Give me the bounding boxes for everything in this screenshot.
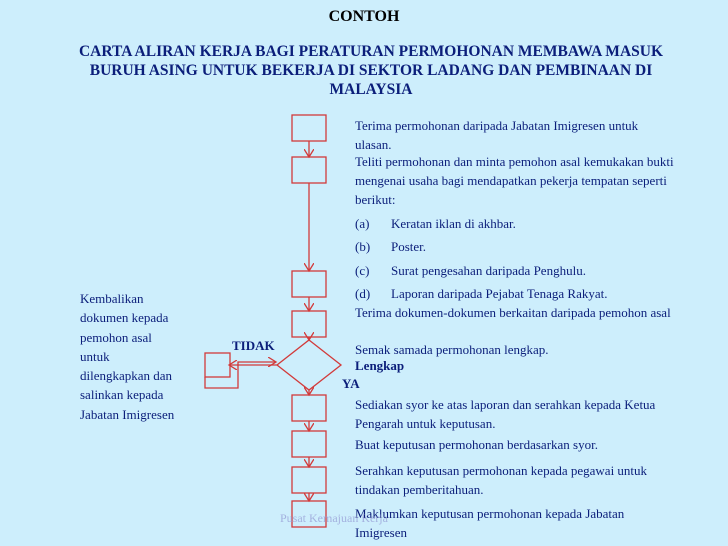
process-box-5 bbox=[292, 395, 326, 421]
yes-label: YA bbox=[342, 376, 360, 391]
chart-title: CARTA ALIRAN KERJA BAGI PERATURAN PERMOHONAN MEMBAWA MASUK BURUH ASING UNTUK BEKERJA DI SEKTOR LADANG DAN PEMBINAAN DI MALAYSIA bbox=[78, 43, 664, 98]
sub-item-marker: (a) bbox=[355, 216, 370, 231]
process-box-4 bbox=[292, 311, 326, 337]
heading: CONTOH bbox=[328, 8, 400, 25]
complete-label: Lengkap bbox=[355, 358, 405, 373]
step-1-text: Terima permohonan daripada Jabatan Imigresen untuk ulasan. bbox=[355, 118, 639, 152]
sub-item-text: Laporan daripada Pejabat Tenaga Rakyat. bbox=[391, 286, 608, 301]
process-box-7 bbox=[292, 467, 326, 493]
sub-item-text: Keratan iklan di akhbar. bbox=[391, 216, 516, 231]
process-box-3 bbox=[292, 271, 326, 297]
sub-item-marker: (c) bbox=[355, 263, 370, 278]
sub-item-d bbox=[355, 284, 608, 303]
step-5-text: Sediakan syor ke atas laporan dan serahkan kepada Ketua Pengarah untuk keputusan. bbox=[355, 397, 656, 431]
step-4-text: Semak samada permohonan lengkap. bbox=[355, 342, 549, 357]
sub-item-b bbox=[355, 237, 426, 256]
process-box-1 bbox=[292, 115, 326, 141]
step-8-text: Maklumkan keputusan permohonan kepada Jabatan Imigresen bbox=[355, 506, 625, 540]
step-6-text: Buat keputusan permohonan berdasarkan syor. bbox=[355, 437, 598, 452]
step-2-text: Teliti permohonan dan minta pemohon asal kemukakan bukti mengenai usaha bagi mendapatkan pekerja tempatan seperti berikut: bbox=[355, 154, 674, 207]
sub-item-text: Surat pengesahan daripada Penghulu. bbox=[391, 263, 586, 278]
sub-item-marker: (b) bbox=[355, 239, 371, 254]
step-3-text: Terima dokumen-dokumen berkaitan daripada pemohon asal bbox=[355, 305, 671, 320]
process-box-2 bbox=[292, 157, 326, 183]
footer-watermark: Pusat Kemajuan Kerja bbox=[280, 511, 388, 525]
sub-item-text: Poster. bbox=[391, 239, 427, 254]
process-box-6 bbox=[292, 431, 326, 457]
return-instructions: Kembalikan dokumen kepada pemohon asal untuk dilengkapkan dan salinkan kepada Jabatan Imigresen bbox=[80, 291, 175, 422]
decision-diamond bbox=[277, 340, 341, 390]
return-loop-arrow bbox=[205, 362, 275, 388]
sub-item-a bbox=[355, 214, 516, 233]
sub-item-c bbox=[355, 261, 586, 280]
no-label: TIDAK bbox=[232, 338, 275, 353]
step-7-text: Serahkan keputusan permohonan kepada pegawai untuk tindakan pemberitahuan. bbox=[355, 463, 648, 497]
return-box bbox=[205, 353, 230, 377]
sub-item-marker: (d) bbox=[355, 286, 371, 301]
